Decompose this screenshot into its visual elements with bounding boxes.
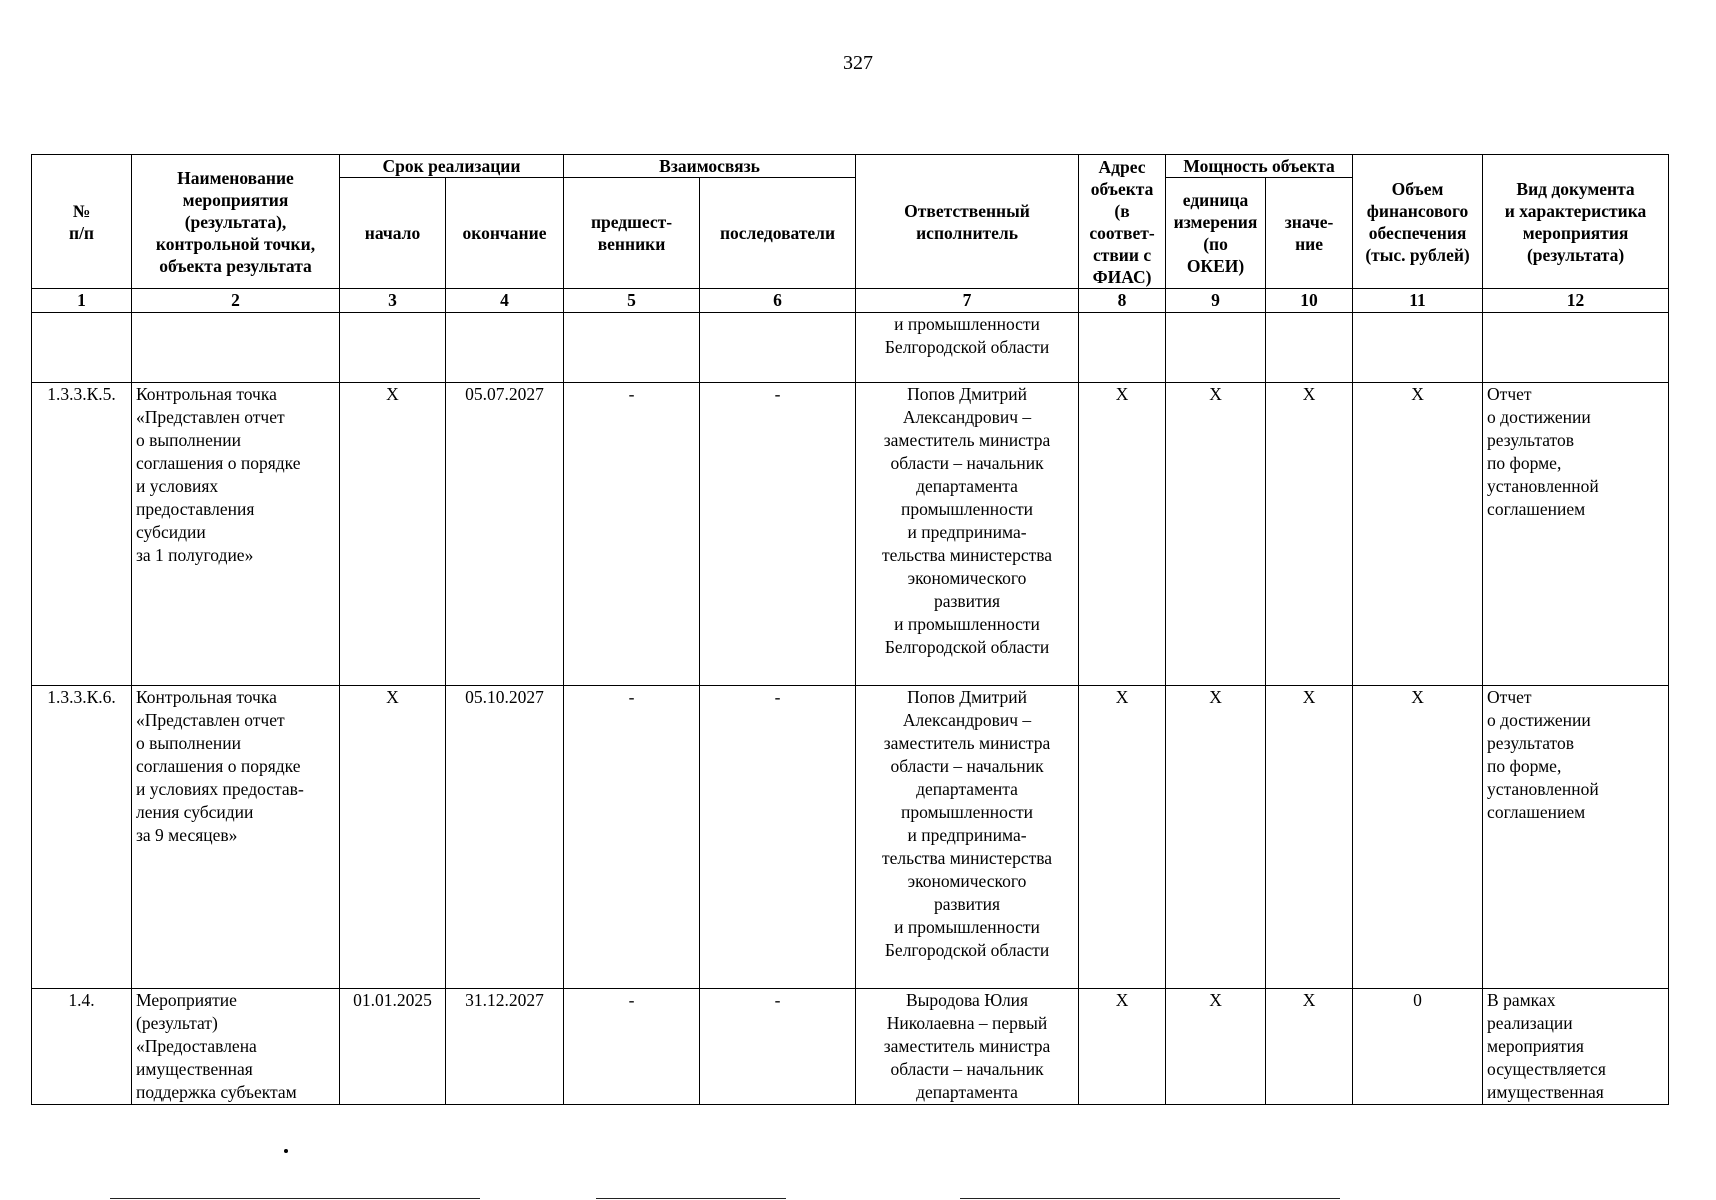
cell-address: Х [1079, 686, 1166, 989]
header-successors: последователи [700, 178, 856, 289]
cell-predecessors: - [564, 989, 700, 1105]
cell-name: Контрольная точка «Представлен отчет о выполнении соглашения о порядке и условиях предостав- ления субсидии за 9 месяцев» [132, 686, 340, 989]
cell-name: Контрольная точка «Представлен отчет о выполнении соглашения о порядке и условиях предоставления субсидии за 1 полугодие» [132, 383, 340, 686]
cell-address: Х [1079, 383, 1166, 686]
header-unit: единица измерения (по ОКЕИ) [1166, 178, 1266, 289]
column-number: 6 [700, 289, 856, 313]
cell-unit: Х [1166, 989, 1266, 1105]
footer-rule [596, 1198, 786, 1199]
column-number: 7 [856, 289, 1079, 313]
table-row [32, 686, 1669, 989]
table-row [32, 383, 1669, 686]
cell-empty [1266, 313, 1353, 383]
cell-empty [564, 313, 700, 383]
cell-empty [132, 313, 340, 383]
cell-empty [32, 313, 132, 383]
cell-num: 1.3.3.К.6. [32, 686, 132, 989]
header-start: начало [340, 178, 446, 289]
cell-num: 1.3.3.К.5. [32, 383, 132, 686]
column-number: 3 [340, 289, 446, 313]
cell-empty [1166, 313, 1266, 383]
column-number: 1 [32, 289, 132, 313]
cell-name: Мероприятие (результат) «Предоставлена имущественная поддержка субъектам [132, 989, 340, 1105]
column-number: 8 [1079, 289, 1166, 313]
cell-unit: Х [1166, 686, 1266, 989]
cell-responsible: Выродова Юлия Николаевна – первый заместитель министра области – начальник департамента [856, 989, 1079, 1105]
cell-start: Х [340, 383, 446, 686]
header-row-top [32, 155, 1669, 178]
cell-doc: В рамках реализации мероприятия осуществляется имущественная [1483, 989, 1669, 1105]
cell-empty [340, 313, 446, 383]
footer-rule [110, 1198, 480, 1199]
header-address: Адрес объекта (в соответ- ствии с ФИАС) [1079, 155, 1166, 289]
header-capacity: Мощность объекта [1166, 155, 1353, 178]
page-number: 327 [843, 52, 873, 74]
header-period: Срок реализации [340, 155, 564, 178]
header-num: № п/п [32, 155, 132, 289]
footer-rule [960, 1198, 1340, 1199]
cell-predecessors: - [564, 383, 700, 686]
cell-value: Х [1266, 686, 1353, 989]
table-row-continuation [32, 313, 1669, 383]
column-number: 11 [1353, 289, 1483, 313]
cell-successors: - [700, 383, 856, 686]
cell-start: Х [340, 686, 446, 989]
header-responsible: Ответственный исполнитель [856, 155, 1079, 289]
column-number: 12 [1483, 289, 1669, 313]
cell-empty [700, 313, 856, 383]
table-row [32, 989, 1669, 1105]
cell-successors: - [700, 989, 856, 1105]
cell-unit: Х [1166, 383, 1266, 686]
cell-value: Х [1266, 383, 1353, 686]
header-predecessors: предшест- венники [564, 178, 700, 289]
cell-funding: Х [1353, 383, 1483, 686]
header-link: Взаимосвязь [564, 155, 856, 178]
cell-empty [1483, 313, 1669, 383]
header-doc: Вид документа и характеристика мероприятия (результата) [1483, 155, 1669, 289]
cell-responsible: и промышленности Белгородской области [856, 313, 1079, 383]
column-number: 2 [132, 289, 340, 313]
cell-address: Х [1079, 989, 1166, 1105]
column-number-row [32, 289, 1669, 313]
cell-end: 05.07.2027 [446, 383, 564, 686]
column-number: 5 [564, 289, 700, 313]
cell-num: 1.4. [32, 989, 132, 1105]
cell-funding: 0 [1353, 989, 1483, 1105]
cell-doc: Отчет о достижении результатов по форме, установленной соглашением [1483, 383, 1669, 686]
cell-start: 01.01.2025 [340, 989, 446, 1105]
column-number: 10 [1266, 289, 1353, 313]
cell-predecessors: - [564, 686, 700, 989]
plan-table [31, 154, 1669, 1105]
cell-responsible: Попов Дмитрий Александрович – заместитель министра области – начальник департамента промышленности и предпринима- тельства министерства экономического развития и промышленности Белгородской области [856, 383, 1079, 686]
cell-successors: - [700, 686, 856, 989]
cell-responsible: Попов Дмитрий Александрович – заместитель министра области – начальник департамента промышленности и предпринима- тельства министерства экономического развития и промышленности Белгородской области [856, 686, 1079, 989]
cell-empty [1353, 313, 1483, 383]
header-end: окончание [446, 178, 564, 289]
cell-doc: Отчет о достижении результатов по форме, установленной соглашением [1483, 686, 1669, 989]
cell-value: Х [1266, 989, 1353, 1105]
column-number: 4 [446, 289, 564, 313]
cell-empty [1079, 313, 1166, 383]
column-number: 9 [1166, 289, 1266, 313]
header-name: Наименование мероприятия (результата), контрольной точки, объекта результата [132, 155, 340, 289]
cell-end: 05.10.2027 [446, 686, 564, 989]
cell-empty [446, 313, 564, 383]
header-value: значе- ние [1266, 178, 1353, 289]
scan-speck [284, 1149, 288, 1153]
cell-funding: Х [1353, 686, 1483, 989]
header-funding: Объем финансового обеспечения (тыс. рублей) [1353, 155, 1483, 289]
cell-end: 31.12.2027 [446, 989, 564, 1105]
